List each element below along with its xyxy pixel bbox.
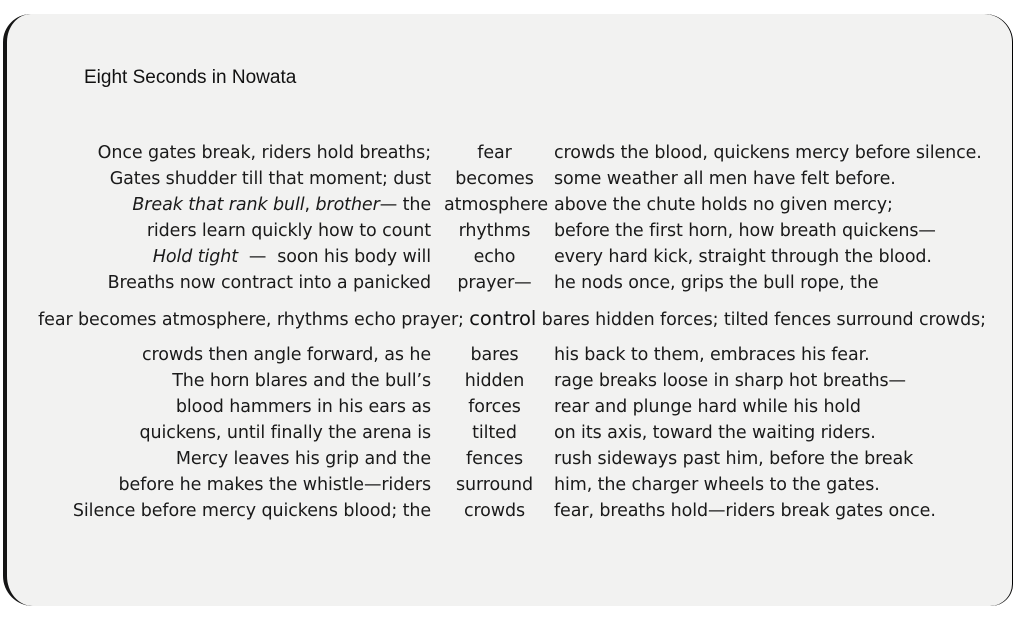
pivot-word: control	[469, 307, 537, 330]
s2-row4-mid: tilted	[472, 423, 517, 443]
s2-row5-left: Mercy leaves his grip and the	[175, 449, 431, 469]
poem-title: Eight Seconds in Nowata	[84, 67, 297, 88]
s2-row3-mid: forces	[468, 397, 521, 417]
s1-row5-tail: — soon his body will	[237, 247, 431, 267]
s1-row4-right: before the first horn, how breath quickens—	[554, 221, 936, 241]
s1-row4-mid: rhythms	[458, 221, 531, 241]
s2-row1-right: his back to them, embraces his fear.	[554, 345, 870, 365]
s2-row2-mid: hidden	[464, 371, 525, 391]
s1-row3-italic-a: Break that rank bull	[132, 195, 305, 215]
s2-row6-left: before he makes the whistle—riders	[118, 475, 431, 495]
s1-row3-italic-b: brother	[315, 195, 380, 215]
pivot-line-after: bares hidden forces; tilted fences surround crowds;	[536, 310, 986, 330]
s1-row2-right: some weather all men have felt before.	[554, 169, 896, 189]
pivot-line-before: fear becomes atmosphere, rhythms echo prayer;	[38, 310, 470, 330]
s1-row3-left	[132, 192, 431, 218]
s2-row7-mid: crowds	[463, 501, 526, 521]
pivot-line	[7, 305, 1013, 333]
s2-row5-mid: fences	[466, 449, 523, 469]
s1-row3-tail: — the	[379, 195, 431, 215]
poem-body	[7, 14, 1013, 606]
s1-row1-left: Once gates break, riders hold breaths;	[97, 143, 431, 163]
s2-row3-right: rear and plunge hard while his hold	[554, 397, 861, 417]
s1-row6-right: he nods once, grips the bull rope, the	[554, 273, 879, 293]
s1-row5-left	[153, 244, 431, 270]
s2-row1-mid: bares	[470, 345, 519, 365]
s1-row3-sep: ,	[304, 195, 316, 215]
s1-row6-left: Breaths now contract into a panicked	[107, 273, 431, 293]
s1-row1-mid: fear	[477, 143, 512, 163]
s1-row1-right: crowds the blood, quickens mercy before silence.	[554, 143, 982, 163]
s2-row7-right: fear, breaths hold—riders break gates once.	[554, 501, 936, 521]
s2-row5-right: rush sideways past him, before the break	[554, 449, 914, 469]
s1-row2-mid: becomes	[455, 169, 534, 189]
s2-row7-left: Silence before mercy quickens blood; the	[72, 501, 431, 521]
s1-row4-left: riders learn quickly how to count	[146, 221, 431, 241]
s2-row6-right: him, the charger wheels to the gates.	[554, 475, 880, 495]
s2-row4-left: quickens, until finally the arena is	[139, 423, 431, 443]
s1-row3-mid: atmosphere	[444, 195, 549, 215]
s1-row5-right: every hard kick, straight through the blood.	[554, 247, 932, 267]
s2-row6-mid: surround	[455, 475, 534, 495]
s1-row3-right: above the chute holds no given mercy;	[554, 195, 893, 215]
s1-row2-left: Gates shudder till that moment; dust	[109, 169, 431, 189]
s2-row2-left: The horn blares and the bull’s	[172, 371, 431, 391]
s2-row2-right: rage breaks loose in sharp hot breaths—	[554, 371, 906, 391]
s1-row5-mid: echo	[473, 247, 516, 267]
s2-row3-left: blood hammers in his ears as	[175, 397, 431, 417]
s2-row4-right: on its axis, toward the waiting riders.	[554, 423, 876, 443]
s1-row6-mid: prayer—	[457, 273, 532, 293]
s1-row5-italic: Hold tight	[152, 247, 238, 267]
s2-row1-left: crowds then angle forward, as he	[141, 345, 431, 365]
poem-card	[3, 14, 1013, 606]
